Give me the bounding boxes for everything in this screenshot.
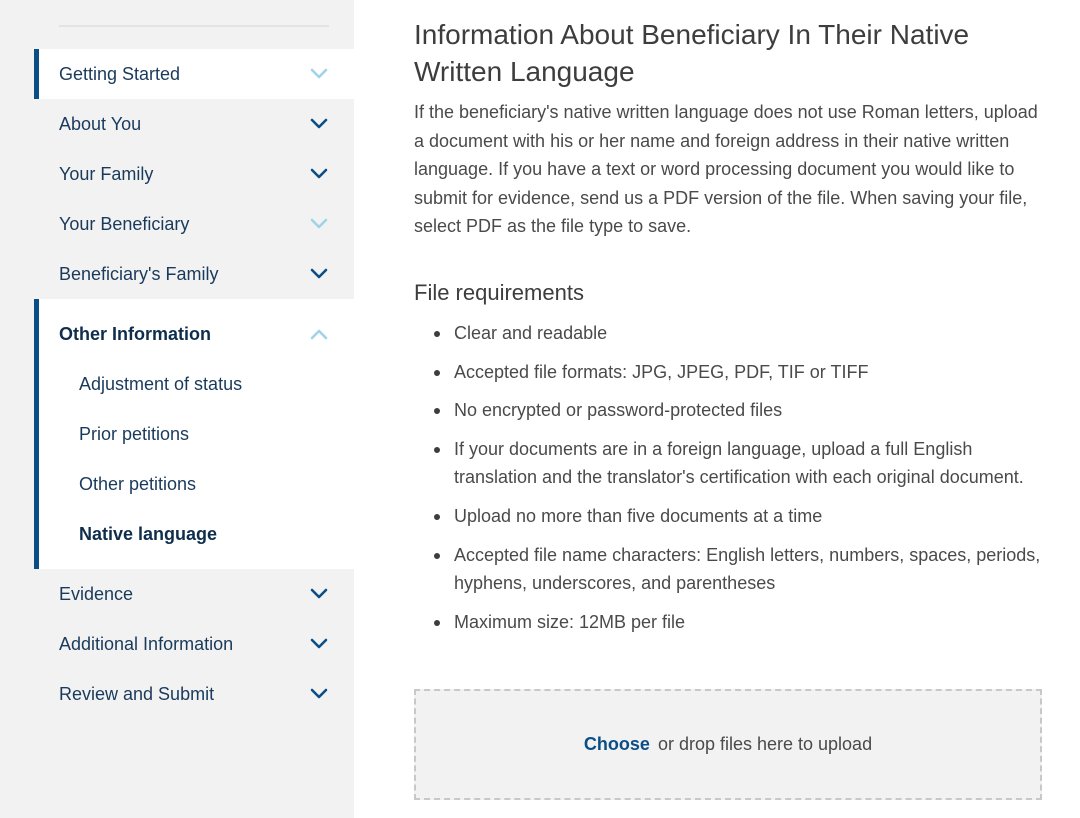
sidebar-subitem-prior-petitions[interactable] — [39, 409, 354, 459]
sidebar-item-label: About You — [59, 113, 142, 134]
file-requirements-list — [414, 319, 1044, 636]
sidebar-item-label: Other Information — [59, 323, 211, 344]
sidebar-item-label: Additional Information — [59, 633, 234, 654]
dropzone-text: or drop files here to upload — [657, 734, 873, 754]
file-requirements-heading: File requirements — [414, 279, 584, 305]
sidebar-item-beneficiarys-family[interactable] — [34, 249, 354, 299]
chevron-down-icon — [310, 68, 328, 80]
sidebar-item-your-family[interactable] — [34, 149, 354, 199]
sidebar-item-about-you[interactable] — [34, 99, 354, 149]
sidebar-divider — [59, 25, 329, 27]
sidebar-item-other-information[interactable] — [39, 309, 354, 359]
sidebar — [0, 0, 354, 818]
sidebar-subitem-label: Adjustment of status — [79, 373, 243, 394]
chevron-down-icon — [310, 168, 328, 180]
list-item: If your documents are in a foreign language, upload a full English translation and the translator's certification with each original document. — [414, 435, 1044, 492]
chevron-down-icon — [310, 588, 328, 600]
sidebar-subitem-label: Native language — [79, 523, 218, 544]
chevron-down-icon — [310, 688, 328, 700]
sidebar-item-label: Your Beneficiary — [59, 213, 190, 234]
page-title: Information About Beneficiary In Their Native Written Language — [414, 19, 970, 87]
sidebar-subitem-label: Other petitions — [79, 473, 197, 494]
list-item: Accepted file formats: JPG, JPEG, PDF, TIF or TIFF — [414, 358, 1044, 387]
sidebar-subitem-label: Prior petitions — [79, 423, 190, 444]
intro-paragraph: If the beneficiary's native written language does not use Roman letters, upload a document with his or her name and foreign address in their native written language. If you have a text or word processing document you would like to submit for evidence, send us a PDF version of the file. When saving your file, select PDF as the file type to save. — [414, 102, 1038, 237]
sidebar-item-label: Evidence — [59, 583, 134, 604]
sidebar-subitem-native-language[interactable] — [39, 509, 354, 559]
chevron-down-icon — [310, 268, 328, 280]
sidebar-subitem-adjustment-of-status[interactable] — [39, 359, 354, 409]
chevron-down-icon — [310, 638, 328, 650]
list-item: Clear and readable — [414, 319, 1044, 348]
list-item: Accepted file name characters: English letters, numbers, spaces, periods, hyphens, underscores, and parentheses — [414, 541, 1044, 598]
choose-file-button[interactable]: Choose — [583, 734, 650, 754]
sidebar-group-other-information — [34, 299, 354, 569]
sidebar-nav — [34, 49, 354, 719]
list-item: Upload no more than five documents at a time — [414, 502, 1044, 531]
sidebar-item-evidence[interactable] — [34, 569, 354, 619]
sidebar-item-label: Beneficiary's Family — [59, 263, 219, 284]
sidebar-item-your-beneficiary[interactable] — [34, 199, 354, 249]
sidebar-item-label: Review and Submit — [59, 683, 215, 704]
chevron-down-icon — [310, 218, 328, 230]
sidebar-item-label: Getting Started — [59, 63, 181, 84]
sidebar-item-review-and-submit[interactable] — [34, 669, 354, 719]
sidebar-item-label: Your Family — [59, 163, 154, 184]
sidebar-item-getting-started[interactable] — [34, 49, 354, 99]
list-item: Maximum size: 12MB per file — [414, 608, 1044, 637]
list-item: No encrypted or password-protected files — [414, 396, 1044, 425]
sidebar-subitem-other-petitions[interactable] — [39, 459, 354, 509]
file-dropzone[interactable] — [414, 689, 1042, 800]
sidebar-item-additional-information[interactable] — [34, 619, 354, 669]
chevron-down-icon — [310, 118, 328, 130]
main-content — [414, 16, 1044, 646]
chevron-up-icon — [310, 328, 328, 340]
